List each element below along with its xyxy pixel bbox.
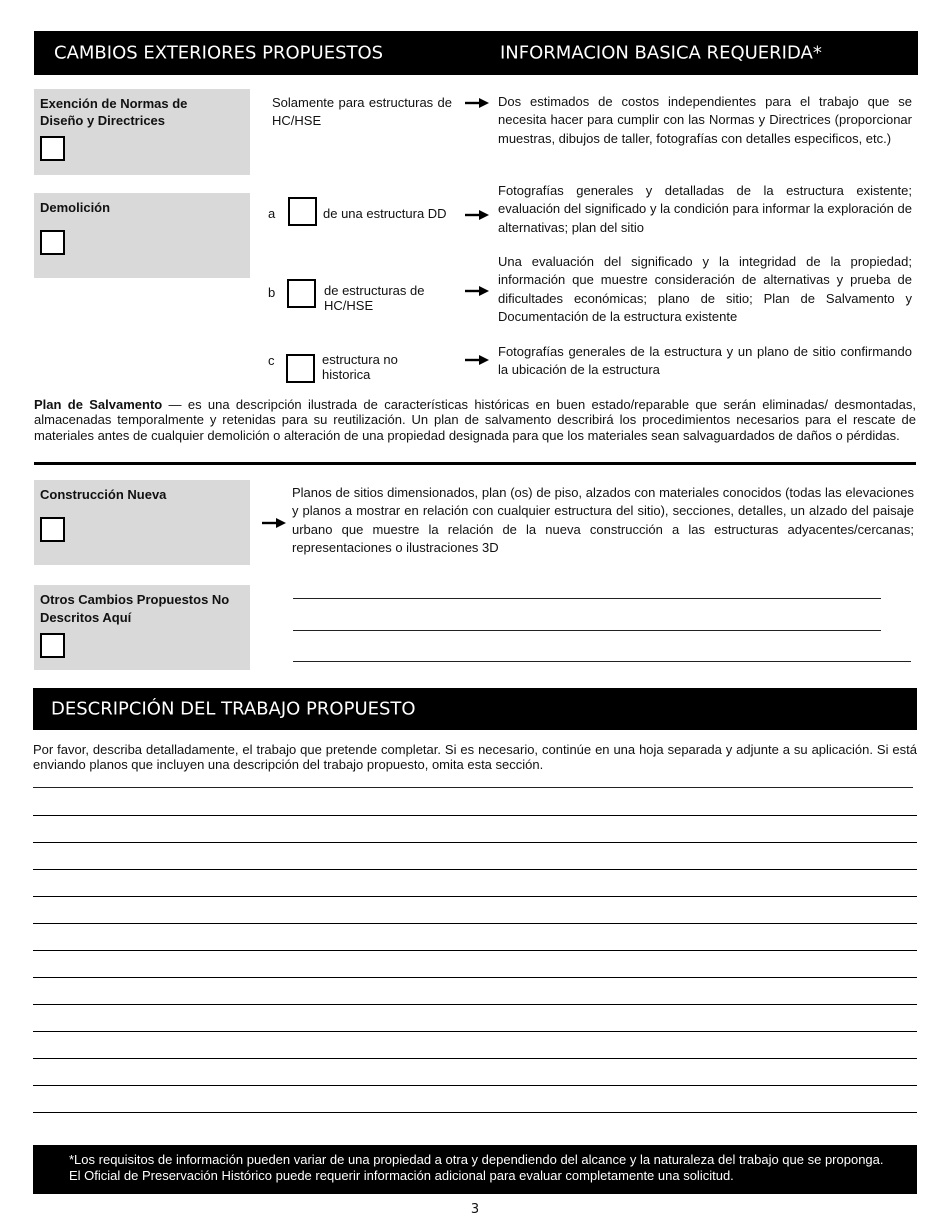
other-changes-box bbox=[34, 585, 250, 670]
description-line[interactable] bbox=[33, 815, 917, 816]
description-line[interactable] bbox=[33, 1112, 917, 1113]
demolition-option-b-checkbox[interactable] bbox=[287, 279, 316, 308]
description-line[interactable] bbox=[33, 869, 917, 870]
description-line[interactable] bbox=[33, 787, 913, 788]
demolition-option-a-info: Fotografías generales y detalladas de la estructura existente; evaluación del significado y la condición para informar la exploración de alternativas; plan del sitio bbox=[498, 183, 912, 235]
new-construction-info: Planos de sitios dimensionados, plan (os) de piso, alzados con materiales conocidos (todas las elevaciones y planos a mostrar en relación con cualquier estructura del sitio), secciones, detalles, un alzado del paisaje urbano que muestre la relación de la nueva construcción a las estructuras adyacentes/cercanas; representaciones o ilustraciones 3D bbox=[292, 485, 914, 555]
page-number: 3 bbox=[470, 1202, 480, 1217]
demolition-option-a-letter: a bbox=[268, 206, 276, 221]
other-changes-checkbox[interactable] bbox=[40, 633, 65, 658]
arrow-icon bbox=[262, 518, 286, 528]
demolition-option-c-checkbox[interactable] bbox=[286, 354, 315, 383]
other-changes-line[interactable] bbox=[293, 661, 911, 662]
demolition-option-b-info: Una evaluación del significado y la integridad de la propiedad; información que muestre consideración de alternativas y prueba de dificultades económicas; plano de sitio; Plan de Salvamento y Documentación de la estructura existente bbox=[498, 254, 912, 324]
header-left-title: CAMBIOS EXTERIORES PROPUESTOS bbox=[54, 42, 384, 64]
description-line[interactable] bbox=[33, 896, 917, 897]
salvage-plan-paragraph bbox=[34, 397, 916, 443]
description-line[interactable] bbox=[33, 1085, 917, 1086]
demolition-option-a-checkbox[interactable] bbox=[288, 197, 317, 226]
demolition-option-b-letter: b bbox=[268, 285, 276, 300]
demolition-option-a-label: de una estructura DD bbox=[323, 206, 447, 221]
other-changes-line[interactable] bbox=[293, 630, 881, 631]
footer-note-bar bbox=[33, 1145, 917, 1194]
exemption-note: Solamente para estructuras de HC/HSE bbox=[272, 95, 452, 129]
arrow-icon bbox=[465, 286, 489, 296]
description-instructions: Por favor, describa detalladamente, el trabajo que pretende completar. Si es necesario, continúe en una hoja separada y adjunte a su aplicación. Si está enviando planos que incluyen una descripción del trabajo propuesto, omita esta sección. bbox=[33, 742, 917, 773]
description-line[interactable] bbox=[33, 950, 917, 951]
demolition-option-c-info: Fotografías generales de la estructura y un plano de sitio confirmando la ubicación de la estructura bbox=[498, 344, 912, 378]
exemption-checkbox[interactable] bbox=[40, 136, 65, 161]
description-line[interactable] bbox=[33, 842, 917, 843]
footer-note: *Los requisitos de información pueden variar de una propiedad a otra y dependiendo del alcance y la naturaleza del trabajo que se proponga. El Oficial de Preservación Histórico puede requerir información adicional para evaluar completamente una solicitud. bbox=[69, 1152, 884, 1183]
exemption-box bbox=[34, 89, 250, 175]
salvage-plan-text: — es una descripción ilustrada de características históricas en buen estado/reparable que serán eliminadas/ desmontadas, almacenadas temporalmente y retenidas para su reutilización. Un plan de salvamento describirá los procedimientos necesarios para el rescate de materiales antes de cualquier demolición o alteración de una propiedad designada para que los materiales sean salvaguardados de daños o pérdidas. bbox=[34, 397, 916, 443]
section-divider bbox=[34, 462, 916, 465]
description-line[interactable] bbox=[33, 1058, 917, 1059]
new-construction-box bbox=[34, 480, 250, 565]
arrow-icon bbox=[465, 355, 489, 365]
description-title: DESCRIPCIÓN DEL TRABAJO PROPUESTO bbox=[51, 698, 416, 720]
demolition-box bbox=[34, 193, 250, 278]
demolition-checkbox[interactable] bbox=[40, 230, 65, 255]
demolition-option-c-label: estructura no historica bbox=[322, 352, 398, 382]
description-bar bbox=[33, 688, 917, 730]
other-changes-label: Otros Cambios Propuestos No Descritos Aquí bbox=[40, 592, 230, 625]
arrow-icon bbox=[465, 210, 489, 220]
exemption-info: Dos estimados de costos independientes para el trabajo que se necesita hacer para cumplir con las Normas y Directrices (proporcionar muestras, dibujos de taller, fotografías con detalles especificos, etc.) bbox=[498, 94, 912, 146]
exemption-label: Exención de Normas de Diseño y Directrices bbox=[40, 96, 188, 128]
description-line[interactable] bbox=[33, 923, 917, 924]
arrow-icon bbox=[465, 98, 489, 108]
header-bar bbox=[34, 31, 918, 75]
demolition-option-c-letter: c bbox=[268, 353, 275, 368]
demolition-label: Demolición bbox=[40, 200, 111, 215]
demolition-option-b-label: de estructuras de HC/HSE bbox=[324, 283, 425, 313]
description-line[interactable] bbox=[33, 1031, 917, 1032]
new-construction-checkbox[interactable] bbox=[40, 517, 65, 542]
header-right-title: INFORMACION BASICA REQUERIDA* bbox=[500, 42, 822, 64]
other-changes-line[interactable] bbox=[293, 598, 881, 599]
salvage-plan-term: Plan de Salvamento bbox=[34, 397, 163, 412]
new-construction-label: Construcción Nueva bbox=[40, 487, 167, 502]
description-line[interactable] bbox=[33, 977, 917, 978]
description-line[interactable] bbox=[33, 1004, 917, 1005]
